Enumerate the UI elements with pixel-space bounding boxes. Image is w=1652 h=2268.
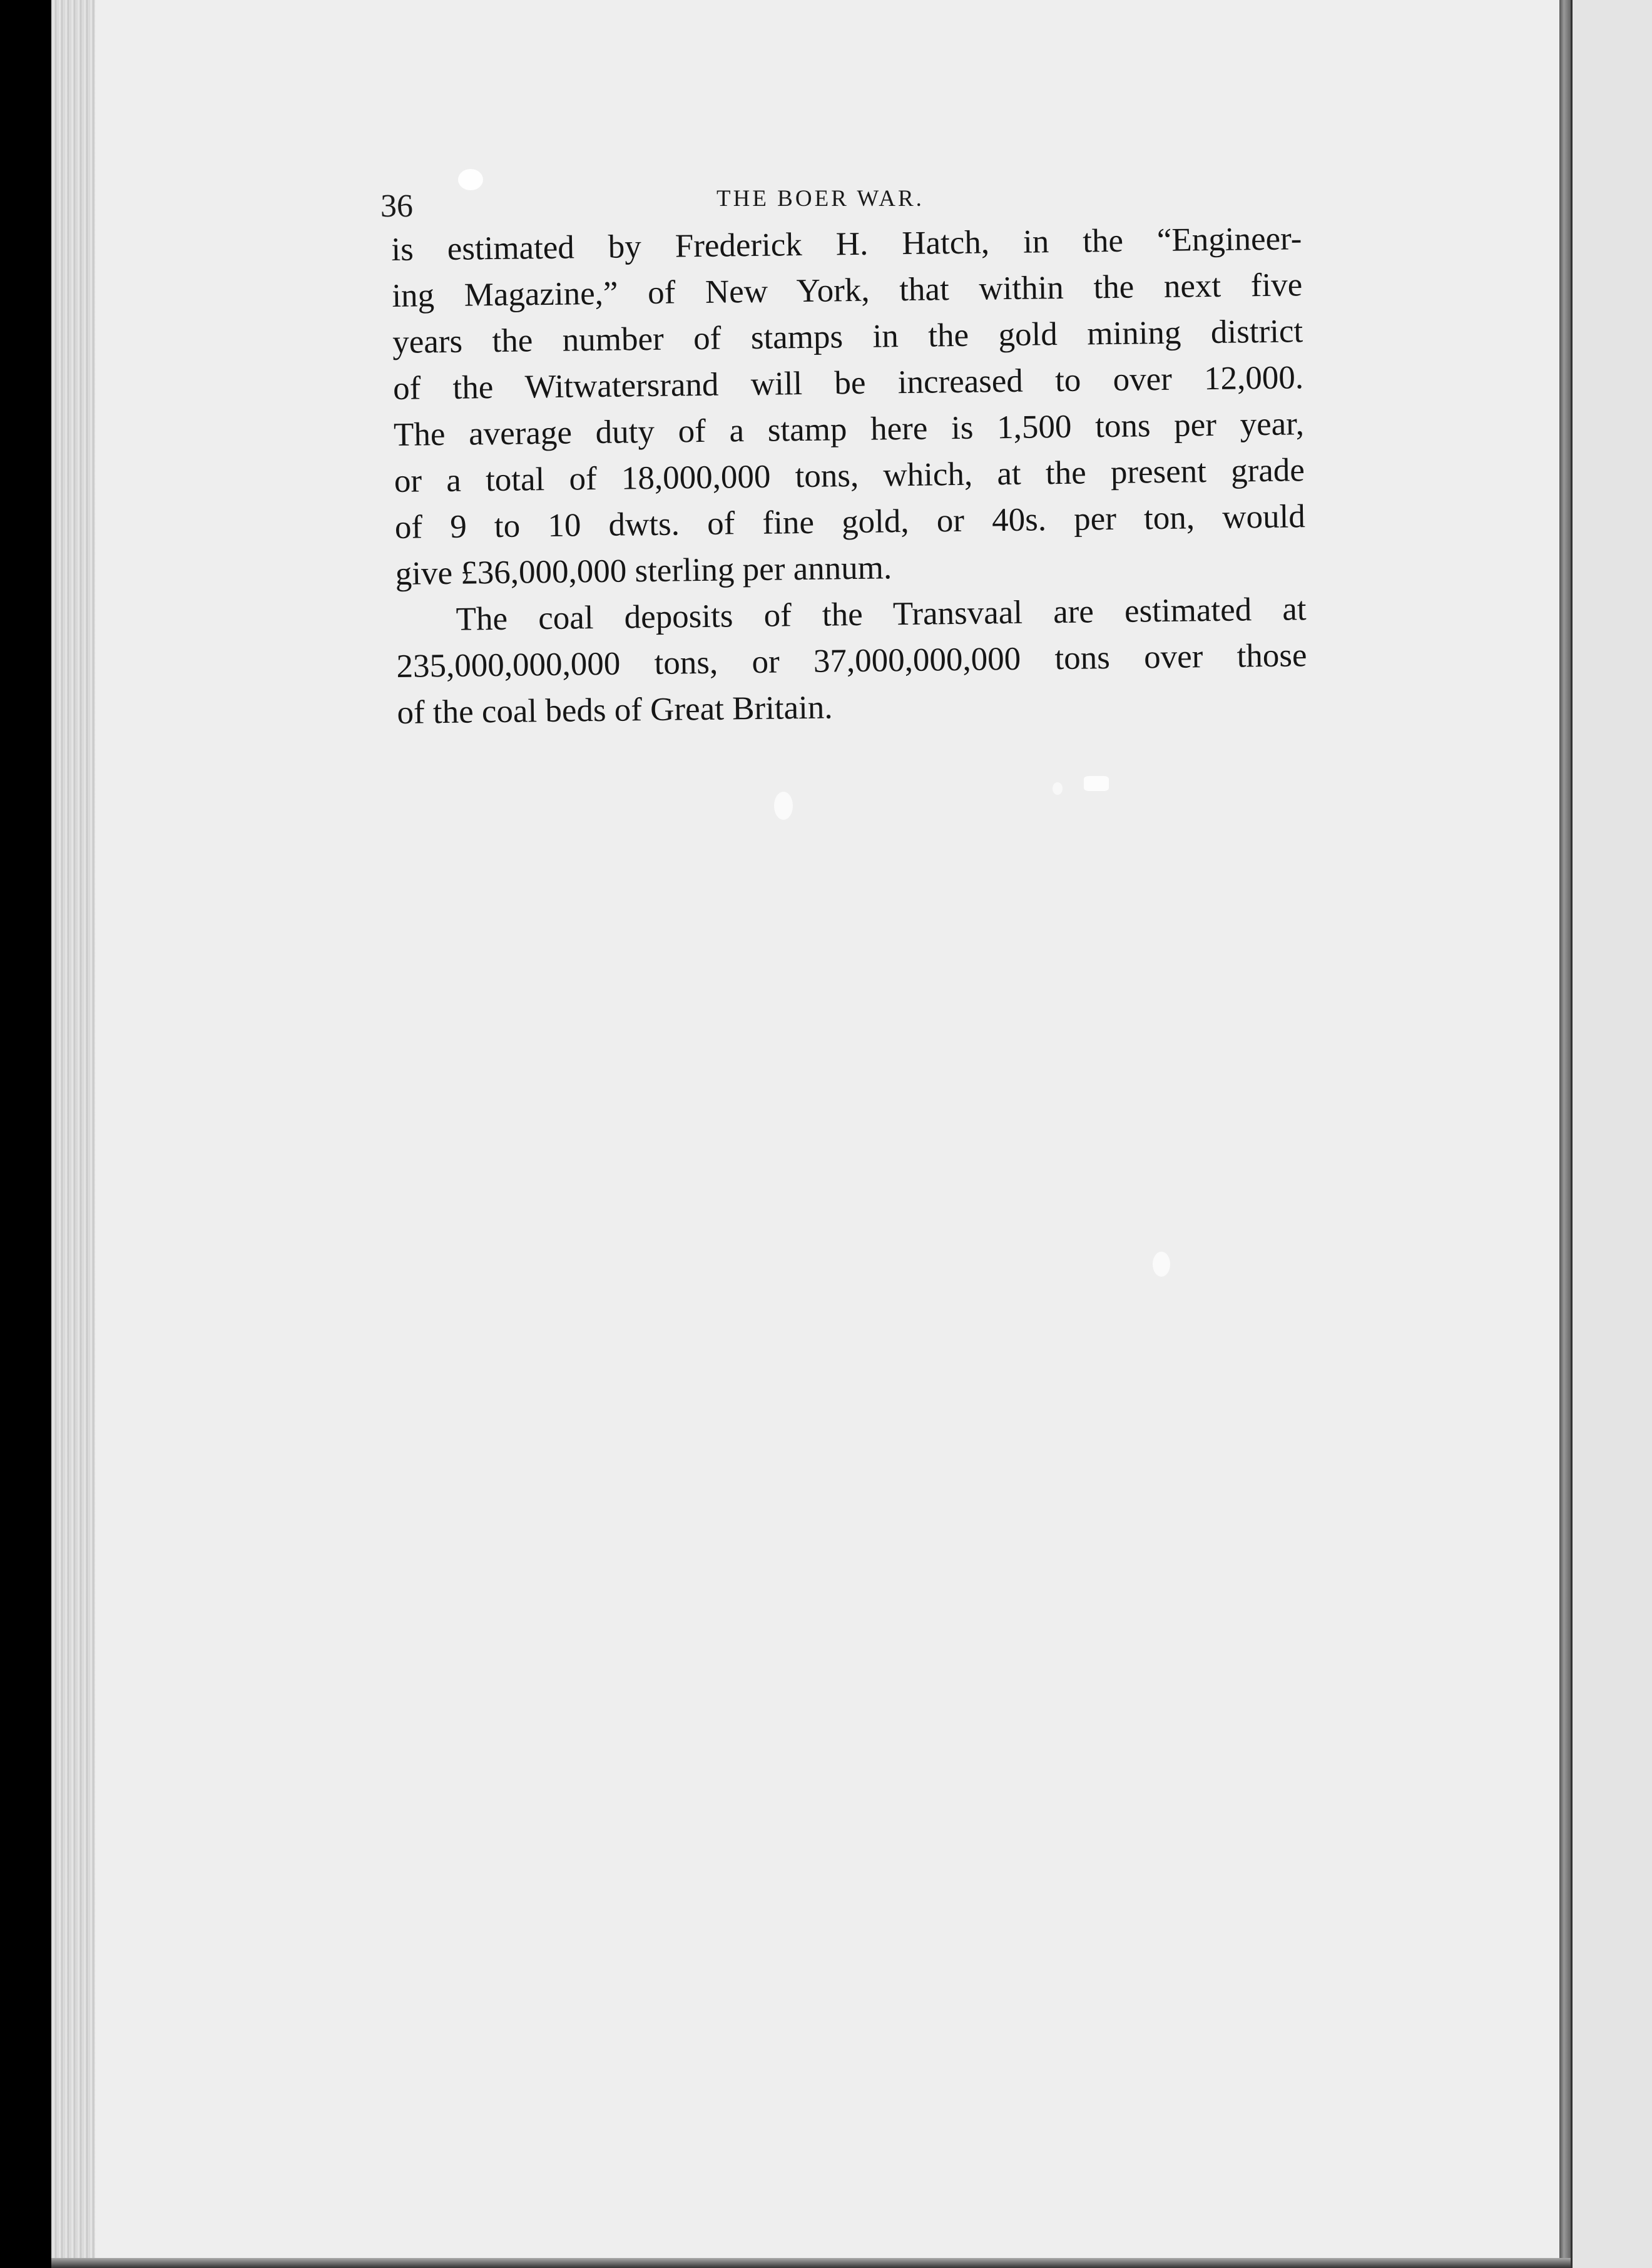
adjacent-page <box>1571 0 1652 2268</box>
paper-speck <box>1153 1252 1170 1277</box>
page-number: 36 <box>380 188 413 224</box>
running-head: THE BOER WAR. <box>716 186 924 212</box>
text-line: 235,000,000,000 tons, or 37,000,000,000 tons over those <box>396 637 1307 685</box>
text-line: ing Magazine,” of New York, that within the next five <box>392 267 1303 314</box>
paper-speck <box>774 792 793 820</box>
text-line: The average duty of a stamp here is 1,500 tons per year, <box>393 406 1305 453</box>
paper-speck <box>458 169 483 190</box>
text-line: or a total of 18,000,000 tons, which, at the present grade <box>394 452 1305 499</box>
text-line: give £36,000,000 sterling per annum. <box>395 549 892 592</box>
paragraph <box>395 586 1308 736</box>
scan-bottom-edge <box>51 2258 1571 2268</box>
text-line: of 9 to 10 dwts. of fine gold, or 40s. per ton, would <box>394 498 1306 546</box>
paragraph <box>391 215 1306 597</box>
body-text <box>391 215 1308 736</box>
text-line: is estimated by Frederick H. Hatch, in the “Engineer- <box>391 220 1302 268</box>
text-line: years the number of stamps in the gold mining district <box>392 313 1303 360</box>
paper-speck <box>1084 776 1109 791</box>
paper-speck <box>1053 782 1063 795</box>
text-line: of the coal beds of Great Britain. <box>397 689 833 731</box>
text-line: The coal deposits of the Transvaal are estimated at <box>456 591 1307 638</box>
page-edges <box>51 0 95 2268</box>
text-line: of the Witwatersrand will be increased to over 12,000. <box>392 359 1304 407</box>
gutter-shadow <box>1559 0 1571 2268</box>
